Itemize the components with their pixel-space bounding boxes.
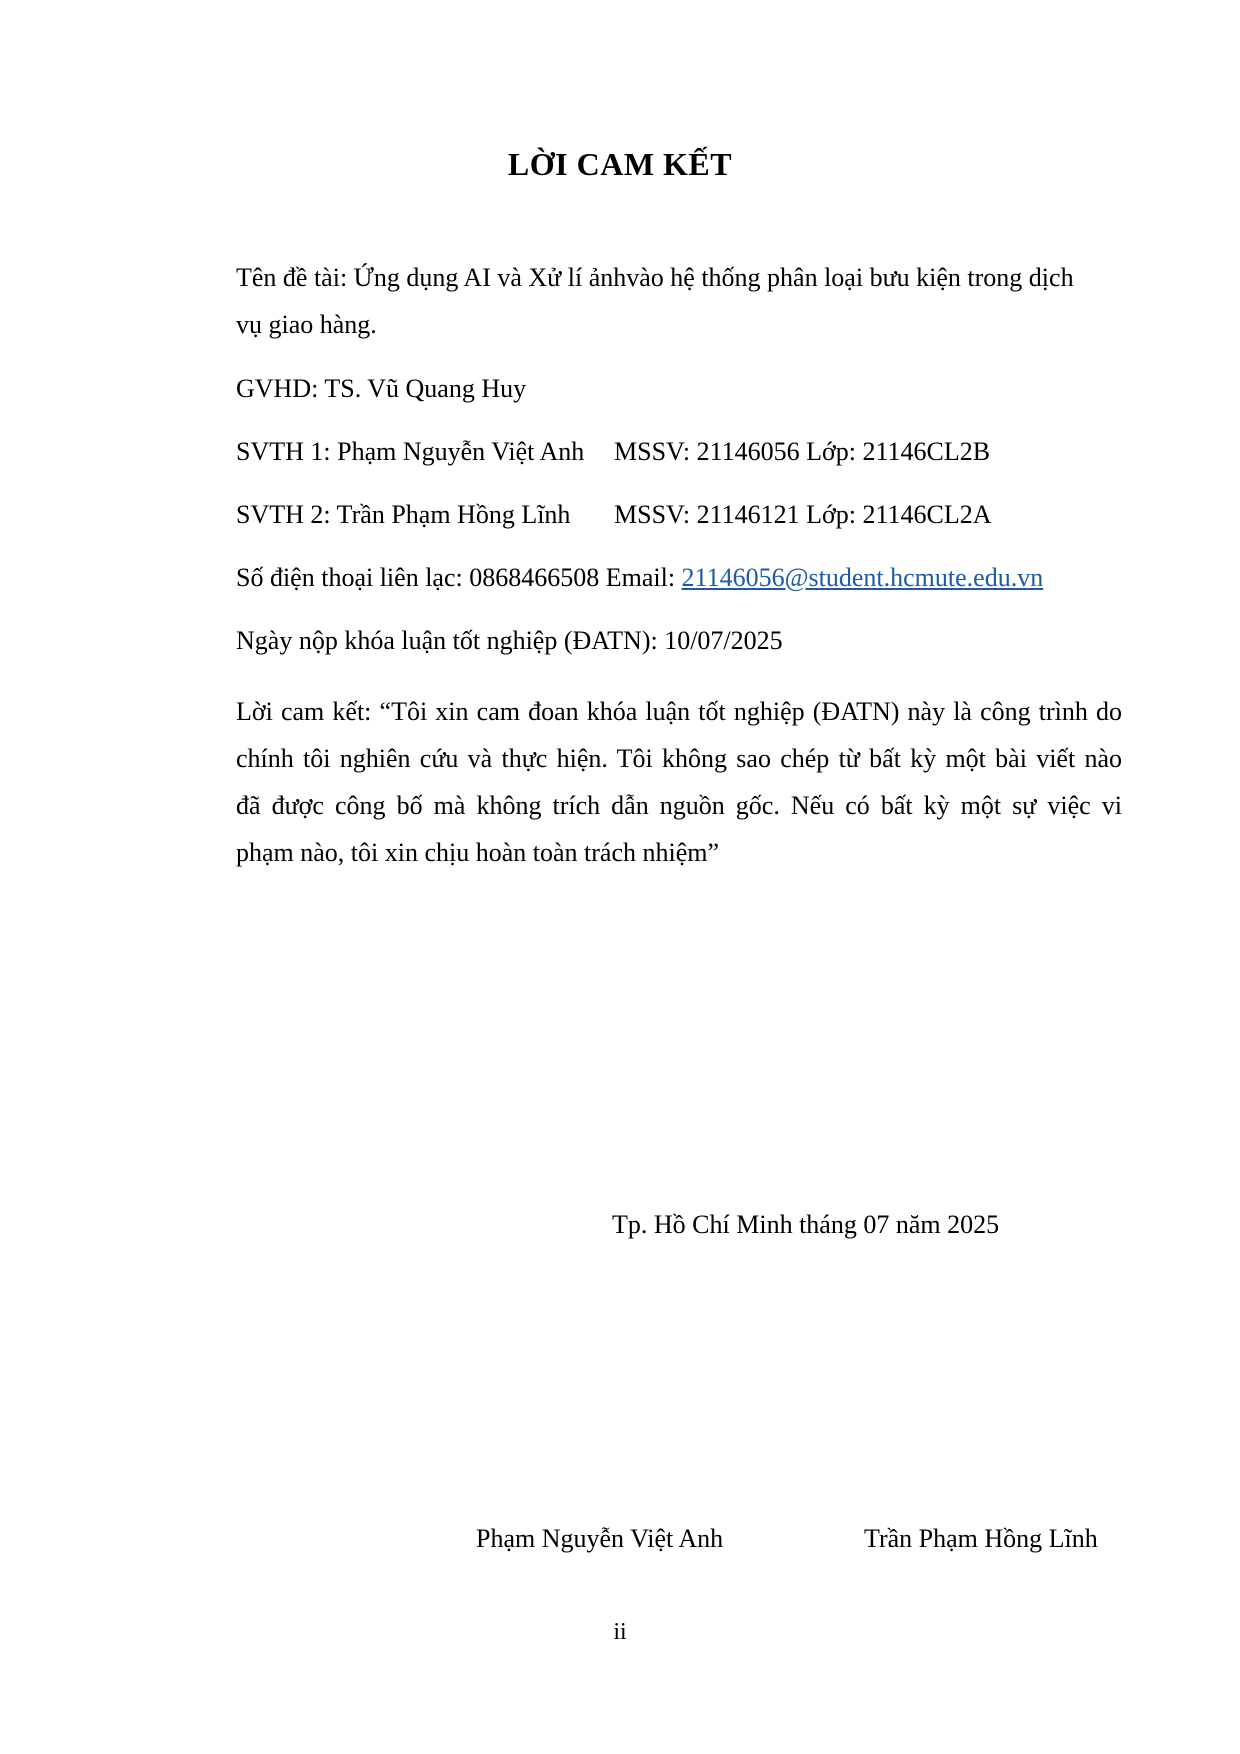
commitment-paragraph bbox=[236, 688, 1122, 876]
student-2-name: SVTH 2: Trần Phạm Hồng Lĩnh bbox=[236, 500, 571, 529]
student-2-id-class: MSSV: 21146121 Lớp: 21146CL2A bbox=[614, 500, 992, 529]
email-link[interactable]: 21146056@student.hcmute.edu.vn bbox=[681, 563, 1044, 592]
advisor-line: GVHD: TS. Vũ Quang Huy bbox=[236, 374, 527, 403]
student-1-name: SVTH 1: Phạm Nguyễn Việt Anh bbox=[236, 437, 585, 466]
place-date: Tp. Hồ Chí Minh tháng 07 năm 2025 bbox=[612, 1210, 1000, 1239]
commitment-line-4: phạm nào, tôi xin chịu hoàn toàn trách nhiệm” bbox=[236, 838, 720, 867]
page-title: LỜI CAM KẾT bbox=[507, 146, 733, 182]
commitment-line-3: đã được công bố mà không trích dẫn nguồn gốc. Nếu có bất kỳ một sự việc vi bbox=[236, 791, 1122, 820]
contact-prefix: Số điện thoại liên lạc: 0868466508 Email: bbox=[236, 563, 682, 592]
topic-line-2: vụ giao hàng. bbox=[236, 310, 377, 339]
signature-student-1: Phạm Nguyễn Việt Anh bbox=[476, 1524, 724, 1553]
signature-student-2: Trần Phạm Hồng Lĩnh bbox=[864, 1524, 1098, 1553]
commitment-line-2: chính tôi nghiên cứu và thực hiện. Tôi không sao chép từ bất kỳ một bài viết nào bbox=[236, 744, 1122, 773]
contact-line bbox=[236, 562, 1043, 594]
commitment-line-1: Lời cam kết: “Tôi xin cam đoan khóa luận tốt nghiệp (ĐATN) này là công trình do bbox=[236, 697, 1122, 726]
page-number: ii bbox=[613, 1619, 627, 1645]
submit-date-line: Ngày nộp khóa luận tốt nghiệp (ĐATN): 10/07/2025 bbox=[236, 626, 783, 655]
student-1-id-class: MSSV: 21146056 Lớp: 21146CL2B bbox=[614, 437, 991, 466]
topic-line-1: Tên đề tài: Ứng dụng AI và Xử lí ảnhvào hệ thống phân loại bưu kiện trong dịch bbox=[236, 263, 1074, 292]
